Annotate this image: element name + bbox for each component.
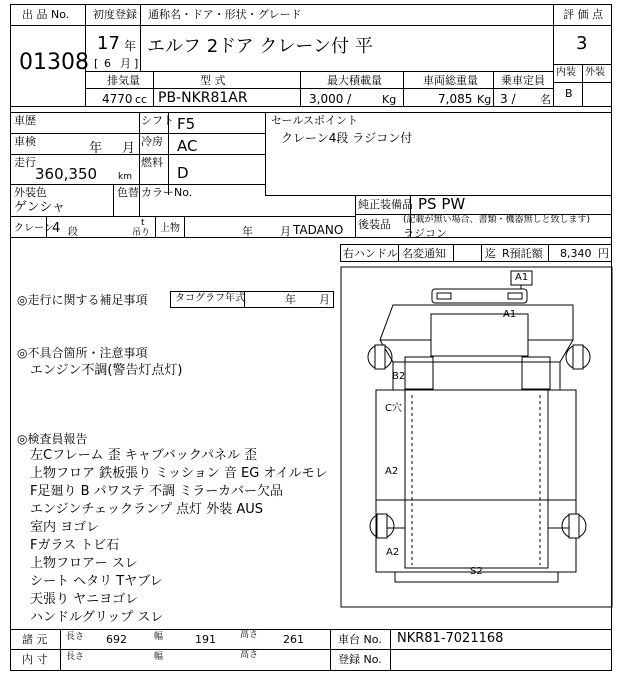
crane-ton-unit: 吊り [132, 228, 151, 238]
capacity-unit: 名 [540, 93, 551, 106]
color-change-label: 色替 [117, 186, 139, 199]
displacement-value: 4770 [102, 92, 133, 106]
max-load-unit: Kg [382, 93, 397, 106]
history-label: 車歴 [14, 114, 36, 127]
interior-grade-label: 内装 [556, 67, 576, 78]
damage-mark: S2 [470, 566, 483, 577]
width-value: 191 [195, 633, 216, 646]
inspector-line: 上物フロアー スレ [30, 556, 138, 571]
exterior-grade-label: 外装 [585, 67, 605, 78]
damage-mark: A1 [515, 272, 529, 283]
gross-weight-unit: Kg [477, 93, 492, 106]
damage-mark: B2 [392, 371, 406, 382]
chassis-number: NKR81-7021168 [397, 631, 504, 646]
inspector-line: 天張り ヤニヨゴレ [30, 592, 139, 607]
car-name-label: 通称名・ドア・形状・グレード [148, 8, 302, 21]
inspector-line: エンジンチェックランプ 点灯 外装 AUS [30, 502, 264, 517]
height-label: 高さ [240, 630, 259, 640]
height-value: 261 [283, 633, 304, 646]
inspector-line: シート ヘタリ Tヤブレ [30, 574, 163, 589]
registration-month-close: ] [134, 57, 139, 70]
shift-value: F5 [177, 115, 196, 133]
inspection-month-unit: 月 [122, 141, 136, 156]
gross-weight-label: 車両総重量 [423, 74, 478, 87]
mileage-label: 走行 [14, 156, 36, 169]
crane-stages: 4 [52, 221, 61, 236]
crane-maker: TADANO [293, 223, 344, 237]
length-value: 692 [106, 633, 127, 646]
inspector-report-title: ◎検査員報告 [17, 432, 88, 446]
crane-ton-unit-top: t [141, 218, 145, 228]
model-code: PB-NKR81AR [158, 90, 248, 106]
overall-grade: 3 [576, 33, 588, 54]
length-label: 長さ [66, 632, 85, 642]
aftermarket-label: 後装品 [358, 218, 391, 231]
displacement-unit: cc [135, 93, 148, 106]
fuel-value: D [177, 164, 189, 182]
aircon-label: 冷房 [141, 135, 163, 148]
inner-dimensions-label: 内 寸 [22, 653, 48, 666]
inner-height-label: 高さ [240, 650, 259, 660]
inspection-label: 車検 [14, 135, 36, 148]
model-label: 型 式 [200, 74, 226, 87]
name-change-label: 名変通知 [402, 247, 446, 260]
defect-line: エンジン不調(警告灯点灯) [30, 363, 183, 378]
registration-month-unit: 月 [120, 57, 131, 70]
max-load-value: 3,000 / [309, 92, 352, 106]
fuel-label: 燃料 [141, 156, 163, 169]
aftermarket-note: (記載が無い場合、書類・機器無しと致します) [403, 215, 591, 225]
until-label: 迄 [485, 247, 496, 260]
registration-number-label: 登録 No. [338, 653, 382, 666]
mileage-value: 360,350 [35, 165, 98, 183]
shift-label: シフト [141, 114, 174, 127]
damage-mark: A2 [385, 466, 399, 477]
color-number-label: カラーNo. [141, 186, 193, 199]
recycle-deposit-amount: 8,340 [560, 247, 592, 260]
dimensions-label: 諸 元 [22, 633, 48, 646]
registration-month-open: [ [94, 57, 99, 70]
aircon-value: AC [177, 137, 198, 155]
capacity-value: 3 / [500, 92, 516, 106]
gross-weight-value: 7,085 [438, 92, 473, 106]
recycle-deposit-label: R預託額 [502, 247, 543, 260]
width-label: 幅 [154, 632, 164, 642]
factory-equipment: PS PW [418, 195, 466, 213]
aftermarket-items: ラジコン [403, 227, 447, 240]
sales-point-label: セールスポイント [271, 114, 359, 127]
crane-mount-month-unit: 月 [280, 225, 291, 238]
crane-label: クレーン [14, 223, 54, 234]
crane-mount-label: 上物 [160, 223, 180, 234]
color-value: ゲンシャ [14, 200, 66, 215]
tachograph-label: タコグラフ年式 [175, 293, 245, 304]
crane-stage-unit: 段 [68, 227, 78, 238]
damage-mark: C穴 [385, 403, 402, 414]
lot-number: 01308 [19, 50, 89, 75]
inspector-line: 室内 ヨゴレ [30, 520, 100, 535]
inspector-line: Fガラス トビ石 [30, 538, 120, 553]
registration-year: 17 [97, 33, 120, 54]
damage-mark: A2 [386, 547, 400, 558]
recycle-deposit-unit: 円 [598, 247, 609, 260]
color-label: 外装色 [14, 186, 47, 199]
inspector-line: ハンドルグリップ スレ [30, 610, 164, 625]
inspector-line: 上物フロア 鉄板張り ミッション 音 EG オイルモレ [30, 466, 328, 481]
damage-mark: A1 [503, 309, 517, 320]
tachograph-month-unit: 月 [319, 293, 330, 306]
max-load-label: 最大積載量 [327, 74, 382, 87]
inner-length-label: 長さ [66, 652, 85, 662]
displacement-label: 排気量 [107, 74, 140, 87]
inspector-line: 左Cフレーム 歪 キャブバックパネル 歪 [30, 448, 258, 463]
chassis-label: 車台 No. [338, 633, 382, 646]
steering-side: 右ハンドル [343, 247, 398, 260]
grade-label: 評 価 点 [563, 8, 603, 21]
crane-mount-year-unit: 年 [242, 225, 253, 238]
driving-notes-title: ◎走行に関する補足事項 [17, 293, 148, 307]
inspection-year-unit: 年 [89, 141, 103, 156]
car-name: エルフ 2ドア クレーン付 平 [147, 36, 373, 57]
capacity-label: 乗車定員 [501, 74, 545, 87]
interior-grade: B [565, 87, 573, 100]
factory-equipment-label: 純正装備品 [358, 198, 413, 211]
mileage-unit: km [118, 172, 132, 182]
registration-year-unit: 年 [124, 39, 137, 53]
first-registration-label: 初度登録 [93, 8, 137, 21]
defects-title: ◎不具合箇所・注意事項 [17, 346, 148, 360]
registration-month: 6 [104, 57, 111, 70]
tachograph-year-unit: 年 [285, 293, 296, 306]
sales-point-text: クレーン4段 ラジコン付 [281, 131, 413, 145]
inspector-line: F足廻り B パワステ 不調 ミラーカバー欠品 [30, 484, 284, 499]
inner-width-label: 幅 [154, 652, 164, 662]
lot-label: 出 品 No. [22, 8, 70, 21]
